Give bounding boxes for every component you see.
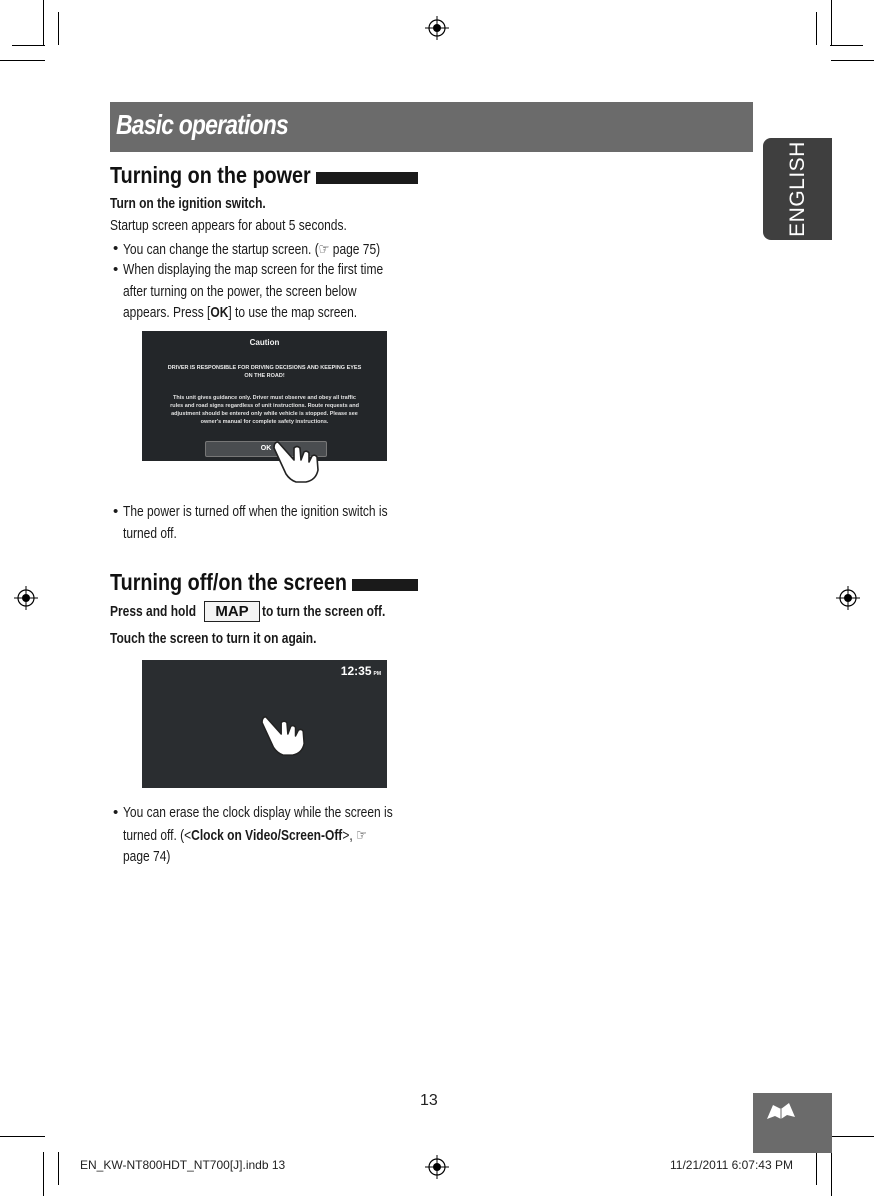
crop-mark — [830, 45, 863, 46]
bullet-text — [123, 826, 367, 844]
map-key: MAP — [204, 601, 260, 622]
caution-screenshot — [142, 331, 387, 461]
caution-warning-line: DRIVER IS RESPONSIBLE FOR DRIVING DECISIONS AND KEEPING EYES — [167, 365, 362, 371]
bullet-dot: • — [113, 804, 119, 821]
instruction-text: Press and hold — [110, 603, 197, 620]
ok-key-label: OK — [210, 304, 229, 321]
clock-ampm: PM — [373, 671, 381, 677]
description-text: Startup screen appears for about 5 seconds. — [110, 217, 347, 234]
bullet-text: turned off. — [123, 525, 177, 542]
registration-mark-icon — [425, 1155, 449, 1179]
heading-rule — [316, 172, 418, 184]
section-heading-power: Turning on the power — [110, 162, 311, 188]
registration-mark-icon — [425, 16, 449, 40]
crop-mark — [0, 60, 45, 61]
caution-warning-line: ON THE ROAD! — [244, 373, 285, 379]
bullet-text — [123, 304, 357, 321]
bullet-text: You can erase the clock display while the screen is — [123, 804, 393, 821]
crop-mark — [0, 1136, 45, 1137]
language-label: ENGLISH — [785, 141, 809, 237]
crop-mark — [831, 60, 874, 61]
language-tab — [763, 138, 832, 240]
bullet-text: page 74) — [123, 848, 171, 865]
crop-mark — [816, 1152, 817, 1185]
crop-mark — [831, 1152, 832, 1196]
section-heading-screen: Turning off/on the screen — [110, 569, 347, 595]
text-fragment: ] to use the map screen. — [228, 304, 358, 321]
crop-mark — [12, 45, 45, 46]
caution-body-line: This unit gives guidance only. Driver must observe and obey all traffic — [173, 395, 356, 401]
caution-body-line: owner's manual for complete safety instructions. — [200, 419, 329, 425]
text-fragment: turned off. (< — [123, 827, 192, 844]
instruction-text: to turn the screen off. — [262, 603, 386, 620]
corner-tab — [753, 1093, 832, 1153]
crop-mark — [831, 0, 832, 45]
page-number: 13 — [420, 1092, 438, 1109]
pointing-hand-icon — [260, 713, 310, 757]
crop-mark — [43, 0, 44, 45]
ok-button[interactable]: OK — [205, 441, 327, 457]
caution-body-line: adjustment should be entered only while vehicle is stopped. Please see — [171, 411, 358, 417]
setting-name: Clock on Video/Screen-Off — [191, 827, 343, 844]
crop-mark — [831, 1136, 874, 1137]
section-header-band — [110, 102, 753, 152]
caution-body — [150, 394, 379, 426]
registration-mark-icon — [14, 586, 38, 610]
footer-timestamp: 11/21/2011 6:07:43 PM — [670, 1158, 793, 1172]
heading-rule — [352, 579, 418, 591]
bullet-dot: • — [113, 261, 119, 278]
crop-mark — [816, 12, 817, 45]
bullet-text: The power is turned off when the ignition switch is — [123, 503, 388, 520]
text-fragment: appears. Press [ — [123, 304, 211, 321]
pointing-hand-icon — [272, 438, 324, 484]
caution-warning — [142, 364, 387, 380]
bullet-dot: • — [113, 240, 119, 257]
crop-mark — [58, 1152, 59, 1185]
crop-mark — [43, 1152, 44, 1196]
clock-time: 12:35 — [340, 664, 372, 678]
bullet-dot: • — [113, 503, 119, 520]
caution-body-line: rules and road signs regardless of unit instructions. Route requests and — [170, 403, 359, 409]
bullet-text: after turning on the power, the screen below — [123, 283, 357, 300]
bullet-text: When displaying the map screen for the first time — [123, 261, 384, 278]
bullet-text: You can change the startup screen. (☞ page 75) — [123, 241, 381, 258]
book-icon — [765, 1101, 797, 1123]
text-fragment: >, ☞ — [342, 827, 367, 844]
caution-title: Caution — [249, 338, 280, 347]
footer-filename: EN_KW-NT800HDT_NT700[J].indb 13 — [80, 1158, 286, 1172]
registration-mark-icon — [836, 586, 860, 610]
instruction-text: Turn on the ignition switch. — [110, 195, 266, 212]
clock-display — [341, 664, 381, 678]
crop-mark — [58, 12, 59, 45]
instruction-text: Touch the screen to turn it on again. — [110, 630, 317, 647]
page-title: Basic operations — [116, 109, 288, 140]
